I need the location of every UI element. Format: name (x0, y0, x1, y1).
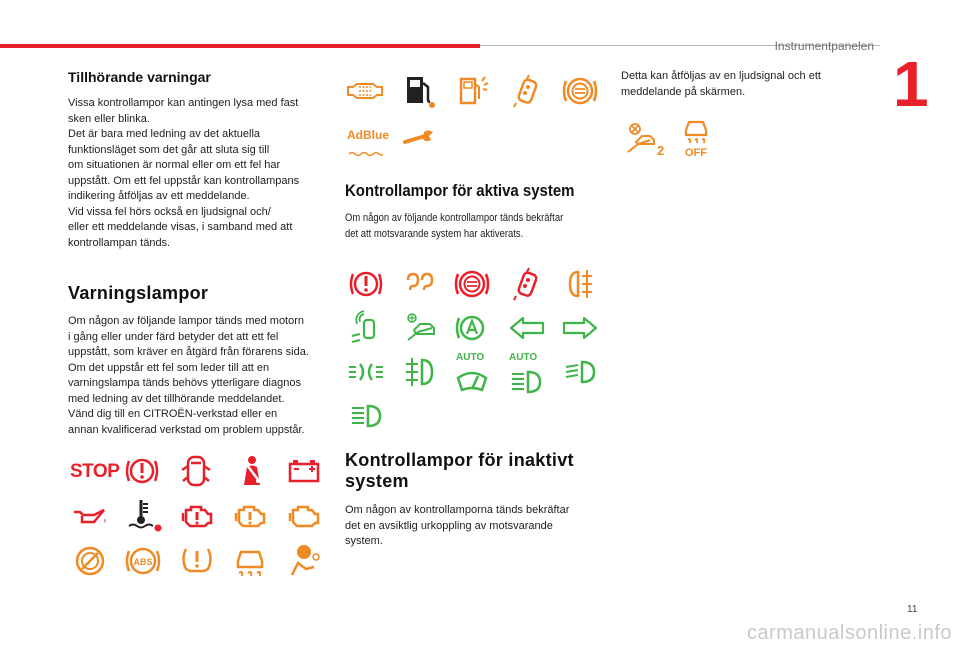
airbag-icon (284, 541, 324, 581)
abs-text: ABS (133, 557, 153, 567)
wrench-icon (399, 118, 439, 158)
key-fob-icon (507, 71, 547, 111)
oil-pressure-icon (70, 496, 110, 536)
main-beam-icon (346, 396, 386, 436)
heading-inactive-line2: system (345, 471, 409, 491)
section-label: Instrumentpanelen (774, 39, 874, 53)
esp-off-text: OFF (685, 147, 707, 159)
adblue-icon: AdBlue (347, 128, 389, 142)
brake-icon (452, 264, 492, 304)
adblue-wave (349, 143, 383, 147)
esp-skid-icon (230, 541, 270, 581)
stop-icon: STOP (70, 461, 120, 482)
left-indicator-icon (507, 308, 547, 348)
watermark: carmanualsonline.info (746, 622, 952, 644)
service-exclamation-icon (346, 264, 386, 304)
tyre-pressure-icon (177, 541, 217, 581)
esp-off-icon (676, 116, 716, 159)
header-red-bar (0, 44, 480, 48)
lane-assist-icon (400, 308, 440, 348)
lane-number: 2 (657, 143, 665, 158)
right-indicator-icon (560, 308, 600, 348)
dipped-beam-icon (560, 352, 600, 392)
coolant-temperature-icon (124, 496, 164, 536)
warning-lamps-text: Om någon av följande lampor tänds med motorn i gång eller under färd betyder det att ett fel uppstått, som kräver en åtgärd från förarens sida. Om det uppstår ett fel som leder till att en varningslampa tänds behövs ytterligare diagnos med ledning av det tillhörande meddelandet. Vänd dig till en CITROËN-verkstad eller en annan kvalificerad verkstad om problem uppstår. (68, 315, 309, 436)
inactive-systems-text: Om någon av kontrollamporna tänds bekräftar det en avsiktlig urkoppling av motsvarande system. (345, 504, 570, 547)
heading-inactive-line1: Kontrollampor för inaktivt (345, 450, 574, 470)
fuel-system-icon (453, 71, 493, 111)
abs-icon (123, 541, 163, 581)
door-open-icon (176, 451, 216, 491)
rear-fog-icon (560, 264, 600, 304)
brake-icon (560, 71, 600, 111)
lane-departure-off-icon (624, 118, 664, 158)
key-fob-icon (507, 264, 547, 304)
battery-icon (284, 451, 324, 491)
service-exclamation-icon (122, 451, 162, 491)
auto-park-icon (452, 308, 492, 348)
heading-related-warnings: Tillhörande varningar (68, 69, 211, 85)
fuel-low-icon (399, 71, 439, 111)
active-systems-text: Om någon av följande kontrollampor tänds bekräftar det att motsvarande system har aktiverats. (345, 212, 564, 240)
side-lights-icon (346, 352, 386, 392)
column3-text: Detta kan åtföljas av en ljudsignal och ett meddelande på skärmen. (621, 70, 821, 98)
auto-main-beam-label: AUTO (509, 352, 538, 363)
front-fog-icon (400, 352, 440, 392)
heading-warning-lamps: Varningslampor (68, 283, 209, 303)
auto-wiper-label: AUTO (456, 352, 485, 363)
auto-wiper-icon (452, 362, 492, 402)
auto-main-beam-icon (506, 362, 546, 402)
particle-filter-icon (345, 71, 385, 111)
heading-inactive-systems (345, 450, 574, 492)
heading-active-systems: Kontrollampor för aktiva system (345, 181, 575, 200)
engine-fault-icon (177, 496, 217, 536)
engine-fault-icon (284, 496, 324, 536)
remote-lights-icon (346, 308, 386, 348)
steering-icon (70, 541, 110, 581)
page-number: 11 (907, 604, 918, 615)
preheating-icon (400, 264, 440, 304)
engine-fault-icon (230, 496, 270, 536)
seatbelt-icon (230, 451, 270, 491)
related-warnings-text: Vissa kontrollampor kan antingen lysa med fast sken eller blinka. Det är bara med ledning av det aktuella funktionsläget som det går att sluta sig till om situationen är normal eller om ett fel har uppstått. Om ett fel uppstår kan kontrollampans indikering åtföljas av ett meddelande. Vid vissa fel hörs också en ljudsignal och/ eller ett meddelande visas, i samband med att kontrollampan tänds. (68, 97, 300, 249)
chapter-number: 1 (893, 48, 929, 120)
